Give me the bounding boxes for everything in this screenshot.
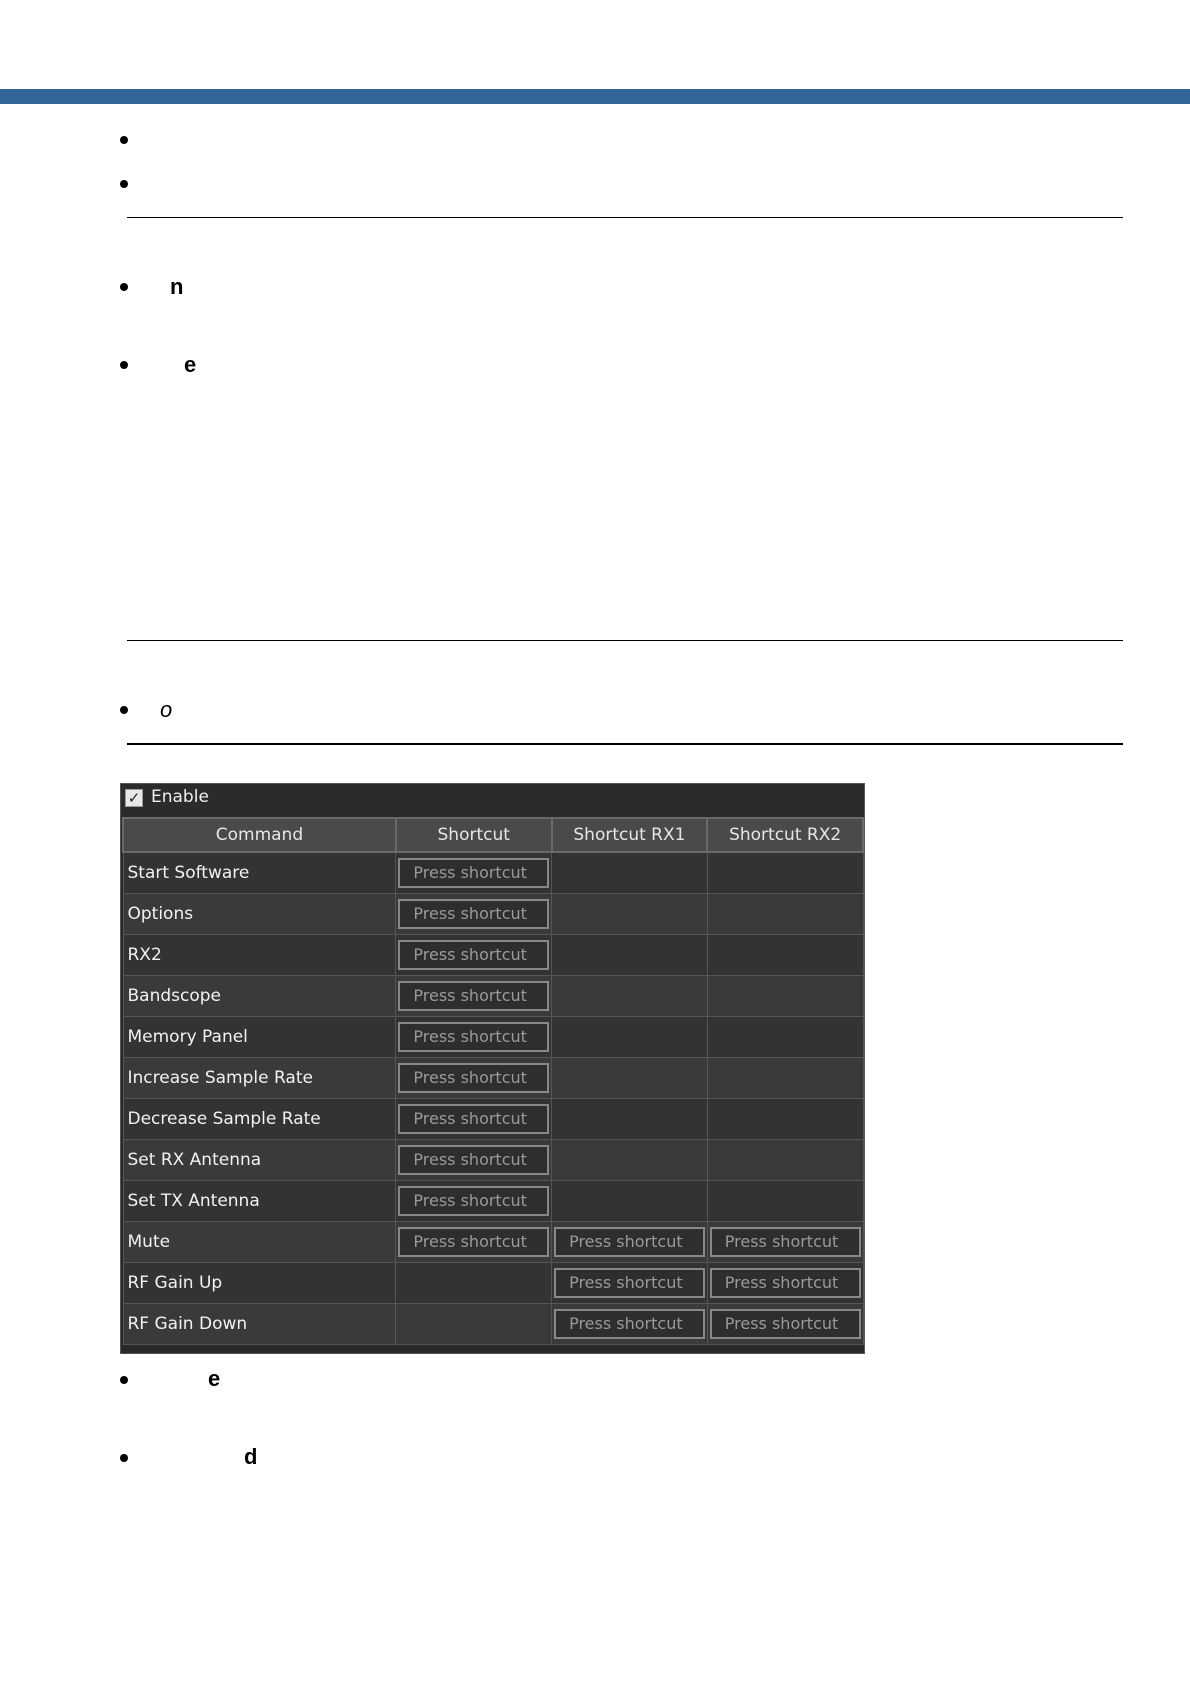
rx2-cell	[707, 1139, 863, 1180]
enable-bar	[121, 784, 864, 816]
shortcut-input[interactable]: Press shortcut	[710, 1227, 861, 1257]
col-command[interactable]: Command	[123, 818, 396, 852]
sc-cell	[396, 1098, 552, 1139]
rx1-cell	[552, 1221, 708, 1262]
table-row[interactable]	[123, 1180, 863, 1221]
rx2-cell	[707, 1180, 863, 1221]
enable-label: Enable	[151, 787, 209, 807]
bullet-4-text: e	[184, 352, 197, 377]
command-cell: Bandscope	[123, 975, 396, 1016]
shortcuts-panel	[120, 783, 865, 1354]
rx1-cell	[552, 1057, 708, 1098]
rx2-cell	[707, 1016, 863, 1057]
rx1-cell	[552, 1180, 708, 1221]
table-row[interactable]	[123, 975, 863, 1016]
table-row[interactable]	[123, 893, 863, 934]
command-cell: RX2	[123, 934, 396, 975]
col-shortcut[interactable]: Shortcut	[396, 818, 552, 852]
table-row[interactable]	[123, 1221, 863, 1262]
table-row[interactable]	[123, 1303, 863, 1344]
bullet-6	[120, 1376, 128, 1384]
rx2-cell	[707, 1057, 863, 1098]
table-row[interactable]	[123, 934, 863, 975]
table-row[interactable]	[123, 1057, 863, 1098]
bullet-3-text: n	[170, 274, 184, 299]
rx1-cell	[552, 934, 708, 975]
command-cell: Start Software	[123, 852, 396, 893]
bullet-2	[120, 180, 128, 188]
shortcut-input[interactable]: Press shortcut	[398, 940, 549, 970]
sc-cell	[396, 1139, 552, 1180]
bullet-3	[120, 283, 128, 291]
shortcut-input[interactable]: Press shortcut	[398, 858, 549, 888]
command-cell: RF Gain Down	[123, 1303, 396, 1344]
table-row[interactable]	[123, 1016, 863, 1057]
bullet-7-text: d	[244, 1444, 258, 1469]
table-row[interactable]	[123, 1262, 863, 1303]
rx1-cell	[552, 1139, 708, 1180]
bullet-7	[120, 1454, 128, 1462]
shortcut-input[interactable]: Press shortcut	[398, 1104, 549, 1134]
rx1-cell	[552, 975, 708, 1016]
shortcut-input[interactable]: Press shortcut	[554, 1227, 705, 1257]
divider-3	[127, 743, 1123, 745]
col-shortcut-rx1[interactable]: Shortcut RX1	[552, 818, 708, 852]
rx1-cell	[552, 1016, 708, 1057]
table-row[interactable]	[123, 1098, 863, 1139]
sc-cell	[396, 1262, 552, 1303]
sc-cell	[396, 1057, 552, 1098]
command-cell: Decrease Sample Rate	[123, 1098, 396, 1139]
enable-checkbox[interactable]: ✓	[125, 789, 143, 807]
rx2-cell	[707, 852, 863, 893]
divider-1	[127, 217, 1123, 218]
rx2-cell	[707, 934, 863, 975]
shortcut-input[interactable]: Press shortcut	[398, 1227, 549, 1257]
command-cell: Memory Panel	[123, 1016, 396, 1057]
rx2-cell	[707, 1262, 863, 1303]
command-cell: Increase Sample Rate	[123, 1057, 396, 1098]
table-row[interactable]	[123, 852, 863, 893]
sc-cell	[396, 1180, 552, 1221]
command-cell: Options	[123, 893, 396, 934]
shortcut-input[interactable]: Press shortcut	[398, 899, 549, 929]
command-cell: RF Gain Up	[123, 1262, 396, 1303]
command-cell: Mute	[123, 1221, 396, 1262]
divider-2	[127, 640, 1123, 641]
command-cell: Set RX Antenna	[123, 1139, 396, 1180]
sc-cell	[396, 975, 552, 1016]
shortcut-input[interactable]: Press shortcut	[710, 1268, 861, 1298]
rx1-cell	[552, 1098, 708, 1139]
header-bar	[0, 89, 1190, 104]
sc-cell	[396, 852, 552, 893]
shortcut-input[interactable]: Press shortcut	[710, 1309, 861, 1339]
sc-cell	[396, 893, 552, 934]
sc-cell	[396, 1016, 552, 1057]
rx1-cell	[552, 893, 708, 934]
bullet-4	[120, 361, 128, 369]
rx2-cell	[707, 1303, 863, 1344]
bullet-5	[120, 706, 128, 714]
sc-cell	[396, 934, 552, 975]
shortcut-input[interactable]: Press shortcut	[554, 1309, 705, 1339]
rx1-cell	[552, 1262, 708, 1303]
shortcut-input[interactable]: Press shortcut	[398, 981, 549, 1011]
table-header	[123, 818, 863, 852]
shortcut-input[interactable]: Press shortcut	[398, 1145, 549, 1175]
shortcut-input[interactable]: Press shortcut	[398, 1063, 549, 1093]
command-cell: Set TX Antenna	[123, 1180, 396, 1221]
shortcut-input[interactable]: Press shortcut	[554, 1268, 705, 1298]
sc-cell	[396, 1221, 552, 1262]
shortcut-input[interactable]: Press shortcut	[398, 1022, 549, 1052]
rx2-cell	[707, 975, 863, 1016]
col-shortcut-rx2[interactable]: Shortcut RX2	[707, 818, 863, 852]
rx1-cell	[552, 852, 708, 893]
bullet-6-text: e	[208, 1366, 221, 1391]
shortcut-input[interactable]: Press shortcut	[398, 1186, 549, 1216]
rx1-cell	[552, 1303, 708, 1344]
table-row[interactable]	[123, 1139, 863, 1180]
rx2-cell	[707, 893, 863, 934]
shortcut-table	[122, 817, 864, 1345]
sc-cell	[396, 1303, 552, 1344]
bullet-1	[120, 136, 128, 144]
bullet-5-text: o	[160, 697, 173, 722]
rx2-cell	[707, 1221, 863, 1262]
rx2-cell	[707, 1098, 863, 1139]
